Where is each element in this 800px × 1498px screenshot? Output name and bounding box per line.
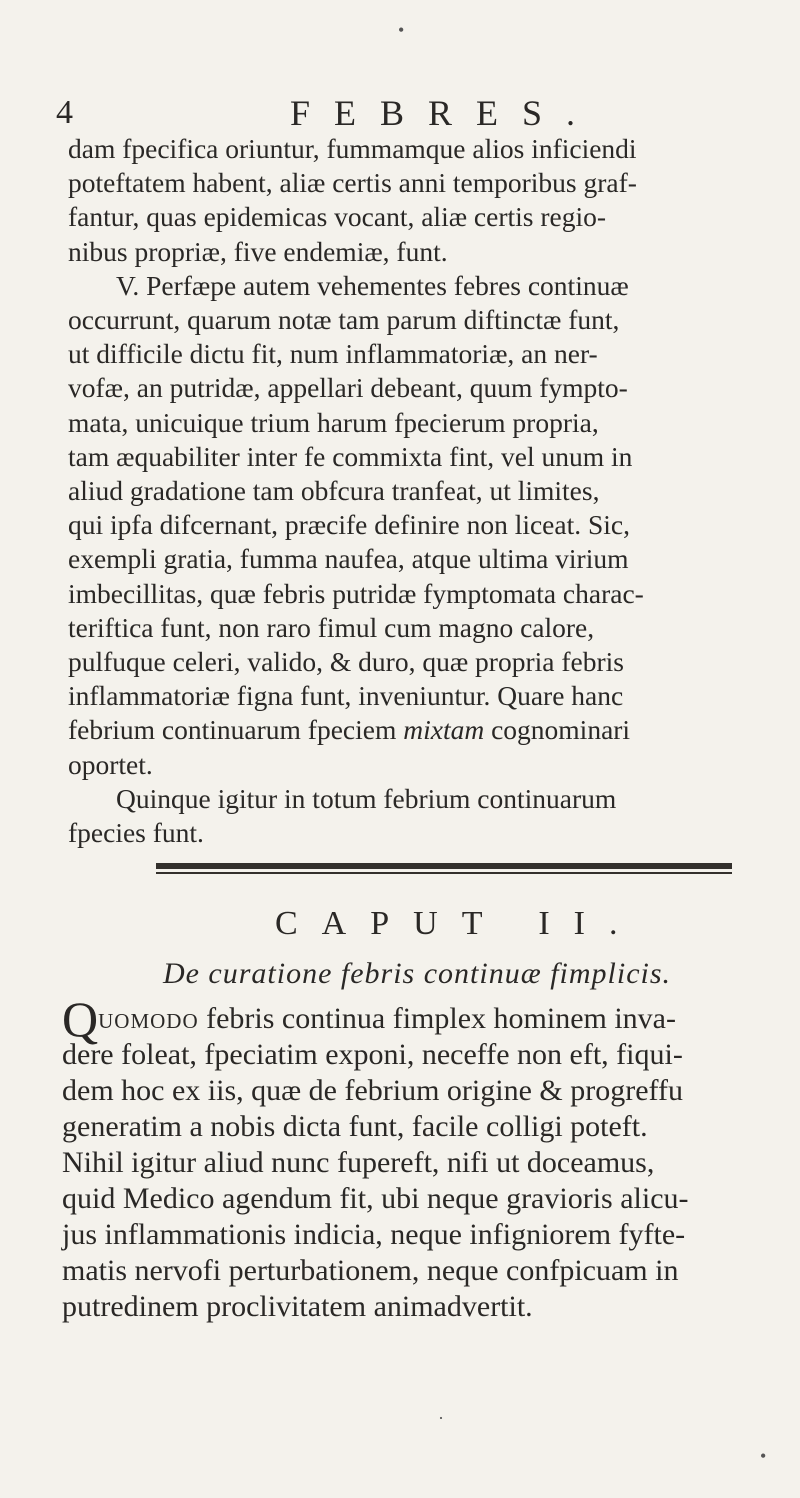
paragraph-start-line: V. Perfæpe autem vehementes febres continuæ — [116, 269, 629, 301]
drop-cap: Q — [62, 991, 99, 1047]
text-line: qui ipfa difcernant, præcife definire non liceat. Sic, — [68, 509, 631, 541]
text-line: tam æquabiliter inter fe commixta fint, vel unum in — [68, 440, 633, 472]
text-line: fantur, quas epidemicas vocant, aliæ certis regio- — [68, 201, 607, 233]
text-line: Nihil igitur aliud nunc fupereft, nifi ut doceamus, — [62, 1146, 655, 1179]
rule-thin — [156, 872, 732, 874]
text-line — [68, 713, 768, 747]
section-text — [62, 991, 772, 1325]
chapter-title: CAPUT II. — [275, 905, 642, 942]
paragraph-start-line: Quinque igitur in totum febrium continuarum — [116, 782, 617, 814]
text-line: exempli gratia, fumma naufea, atque ultima virium — [68, 543, 629, 575]
text-line: putredinem proclivitatem animadvertit. — [62, 1290, 533, 1323]
text-line: pulfuque celeri, valido, & duro, quæ propria febris — [68, 646, 624, 678]
page-header — [0, 92, 800, 136]
text-segment: febris continua fimplex hominem inva- — [206, 1002, 676, 1035]
rule-thick — [156, 863, 732, 869]
ink-dot: • — [398, 20, 405, 40]
first-word: uomodo — [98, 1002, 199, 1035]
text-line: aliud gradatione tam obfcura tranfeat, ut limites, — [68, 475, 600, 507]
ink-dot: • — [760, 1446, 767, 1466]
text-line: nibus propriæ, five endemiæ, funt. — [68, 235, 448, 267]
text-line: jus inflammationis indicia, neque infigniorem fyfte- — [62, 1218, 686, 1251]
text-segment: febrium continuarum fpeciem — [68, 714, 397, 746]
ink-mark: · — [438, 1408, 444, 1428]
text-line: teriftica funt, non raro fimul cum magno calore, — [68, 611, 595, 643]
text-line: imbecillitas, quæ febris putridæ fymptomata charac- — [68, 577, 644, 609]
text-line: mata, unicuique trium harum fpecierum propria, — [68, 406, 599, 438]
text-segment: cognominari — [491, 714, 631, 746]
text-line: inflammatoriæ figna funt, inveniuntur. Quare hanc — [68, 680, 624, 712]
text-line — [62, 991, 772, 1047]
text-line: dere foleat, fpeciatim exponi, neceffe non eft, fiqui- — [62, 1038, 683, 1071]
page-number: 4 — [56, 94, 73, 131]
text-line: poteftatem habent, aliæ certis anni temporibus graf- — [68, 167, 637, 199]
body-text — [68, 132, 768, 850]
text-line: fpecies funt. — [68, 817, 204, 849]
text-line: occurrunt, quarum notæ tam parum diftinctæ funt, — [68, 304, 620, 336]
running-head: FEBRES. — [290, 93, 600, 133]
text-line: quid Medico agendum fit, ubi neque gravioris alicu- — [62, 1182, 689, 1215]
text-line: dem hoc ex iis, quæ de febrium origine & progreffu — [62, 1074, 683, 1107]
italic-term: mixtam — [403, 714, 485, 746]
chapter-subtitle: De curatione febris continuæ fimplicis. — [162, 957, 672, 990]
text-line: matis nervofi perturbationem, neque confpicuam in — [62, 1254, 679, 1287]
text-line: vofæ, an putridæ, appellari debeant, quum fympto- — [68, 372, 628, 404]
text-line: ut difficile dictu fit, num inflammatoriæ, an ner- — [68, 338, 598, 370]
text-line: dam fpecifica oriuntur, fummamque alios inficiendi — [68, 133, 637, 164]
text-line: oportet. — [68, 748, 153, 780]
text-line: generatim a nobis dicta funt, facile colligi poteft. — [62, 1110, 648, 1143]
ornamental-rule — [156, 863, 732, 874]
